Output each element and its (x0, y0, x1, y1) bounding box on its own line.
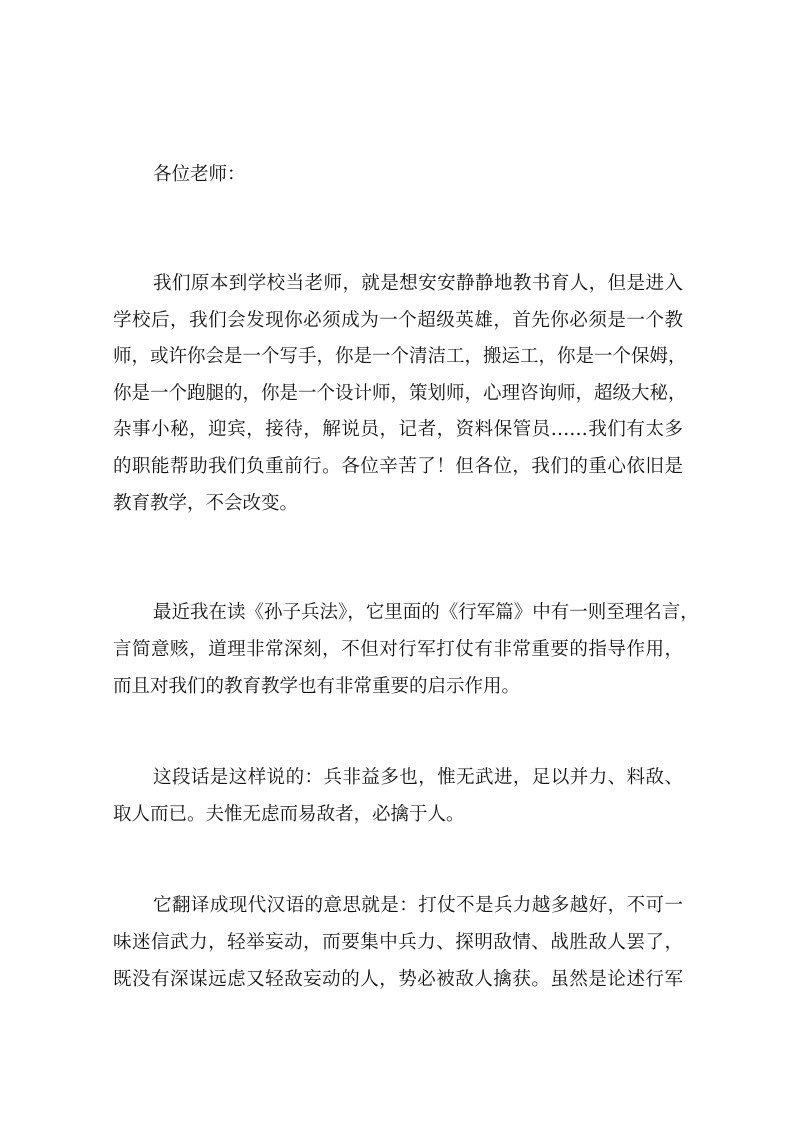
paragraph-line: 这段话是这样说的：兵非益多也，惟无武进，足以并力、料敌、 (153, 767, 683, 788)
paragraph-line: 取人而已。夫惟无虑而易敌者，必擒于人。 (113, 804, 465, 825)
paragraph-line: 杂事小秘，迎宾，接待，解说员，记者，资料保管员……我们有太多 (113, 419, 683, 440)
paragraph-line: 学校后，我们会发现你必须成为一个超级英雄，首先你必须是一个教 (113, 310, 683, 331)
paragraph-line: 我们原本到学校当老师，就是想安安静静地教书育人，但是进入 (153, 273, 683, 294)
paragraph-line: 它翻译成现代汉语的意思就是：打仗不是兵力越多越好，不可一 (153, 895, 683, 916)
paragraph-line: 你是一个跑腿的，你是一个设计师，策划师，心理咨询师，超级大秘， (113, 383, 687, 404)
paragraph-line: 的职能帮助我们负重前行。各位辛苦了！但各位，我们的重心依旧是 (113, 456, 683, 477)
paragraph-line: 师，或许你会是一个写手，你是一个清洁工，搬运工，你是一个保姆， (113, 346, 687, 367)
paragraph-line: 言简意赅，道理非常深刻，不但对行军打仗有非常重要的指导作用， (113, 639, 683, 660)
paragraph-line: 既没有深谋远虑又轻敌妄动的人，势必被敌人擒获。虽然是论述行军 (113, 969, 683, 990)
salutation: 各位老师： (153, 164, 246, 185)
paragraph-line: 最近我在读《孙子兵法》，它里面的《行军篇》中有一则至理名言， (153, 602, 699, 623)
paragraph-line: 而且对我们的教育教学也有非常重要的启示作用。 (113, 676, 521, 697)
paragraph-line: 教育教学，不会改变。 (113, 493, 299, 514)
paragraph-line: 味迷信武力，轻举妄动，而要集中兵力、探明敌情、战胜敌人罢了， (113, 932, 683, 953)
